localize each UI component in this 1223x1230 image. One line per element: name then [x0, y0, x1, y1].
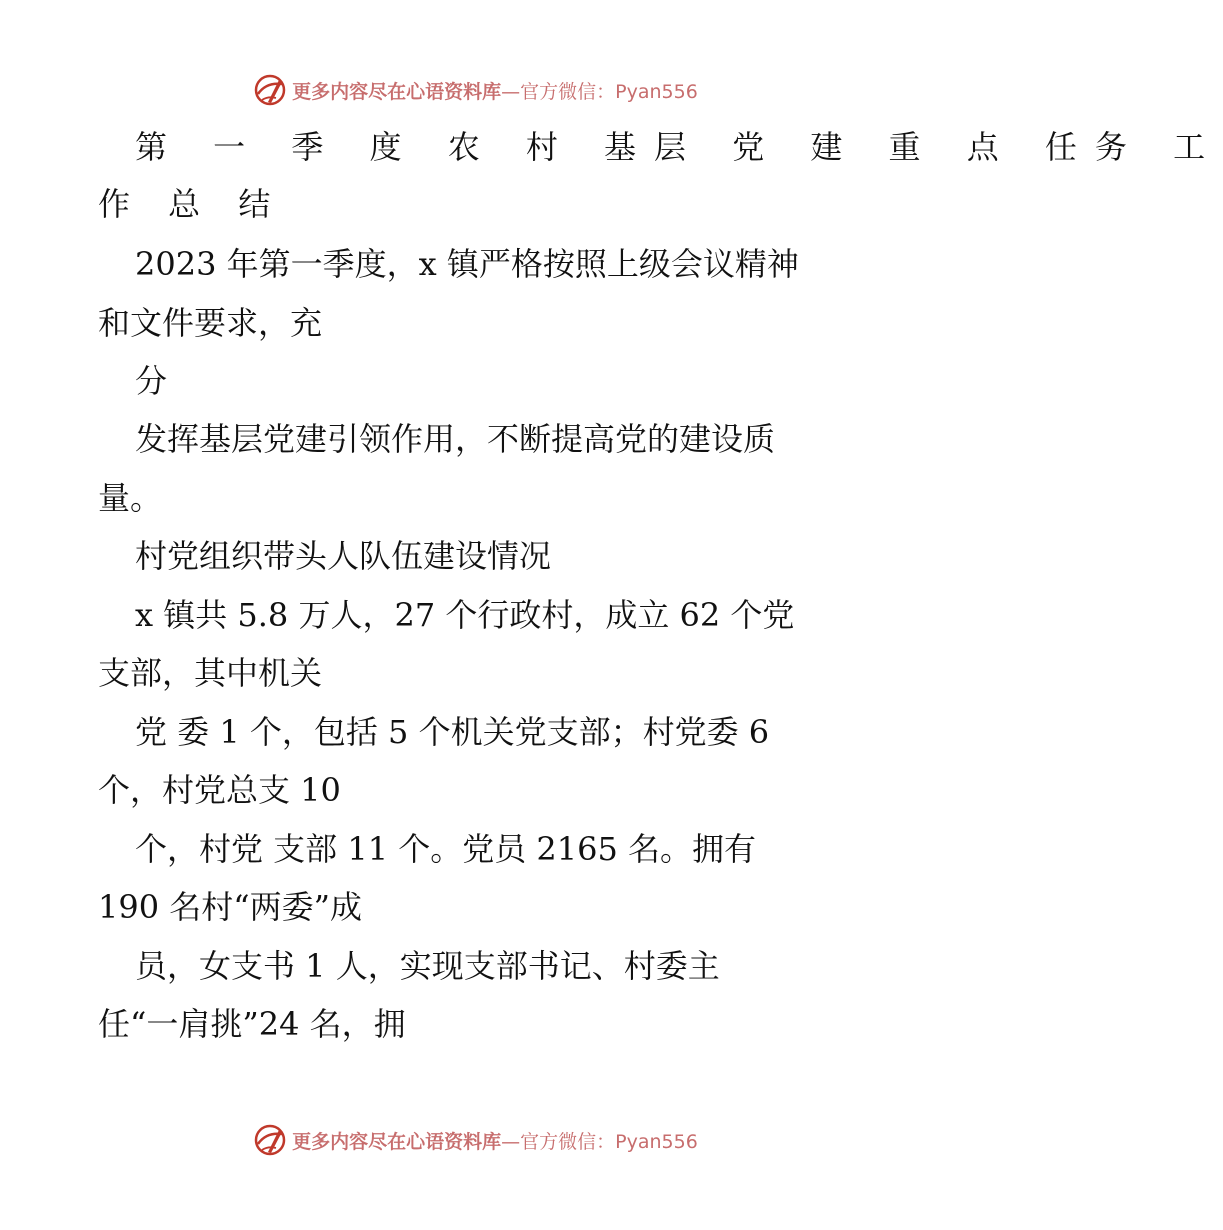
paragraph-line: 个，村党总支 10 [98, 771, 341, 809]
paragraph-line: x 镇共 5.8 万人，27 个行政村，成立 62 个党 [135, 596, 795, 634]
title-line-2: 作 总 结 [98, 185, 285, 223]
pen-logo-icon [252, 1122, 288, 1158]
paragraph-line: 个，村党 支部 11 个。党员 2165 名。拥有 [135, 830, 757, 868]
watermark-header [0, 70, 950, 110]
pen-logo-icon [252, 72, 288, 108]
watermark-main-text: 更多内容尽在心语资料库 [292, 1130, 502, 1153]
paragraph-line: 党 委 1 个，包括 5 个机关党支部；村党委 6 [135, 713, 770, 751]
paragraph-line: 和文件要求，充 [98, 304, 323, 342]
paragraph-line: 任“一肩挑”24 名，拥 [98, 1005, 406, 1043]
watermark-footer [0, 1120, 950, 1160]
paragraph-line: 190 名村“两委”成 [98, 888, 362, 926]
paragraph-line: 发挥基层党建引领作用，不断提高党的建设质 [135, 420, 776, 458]
paragraph-line: 2023 年第一季度，x 镇严格按照上级会议精神 [135, 245, 799, 283]
watermark-main-text: 更多内容尽在心语资料库 [292, 80, 502, 103]
watermark-sub-text: —官方微信：Pyan556 [501, 1130, 698, 1153]
paragraph-line: 分 [135, 362, 168, 400]
title-line-1: 第 一 季 度 农 村 基层 党 建 重 点 任务 工 [135, 128, 1223, 166]
section-heading: 村党组织带头人队伍建设情况 [135, 537, 552, 575]
paragraph-line: 员，女支书 1 人，实现支部书记、村委主 [135, 947, 720, 985]
paragraph-line: 支部，其中机关 [98, 654, 323, 692]
watermark-sub-text: —官方微信：Pyan556 [501, 80, 698, 103]
paragraph-line: 量。 [98, 479, 163, 517]
